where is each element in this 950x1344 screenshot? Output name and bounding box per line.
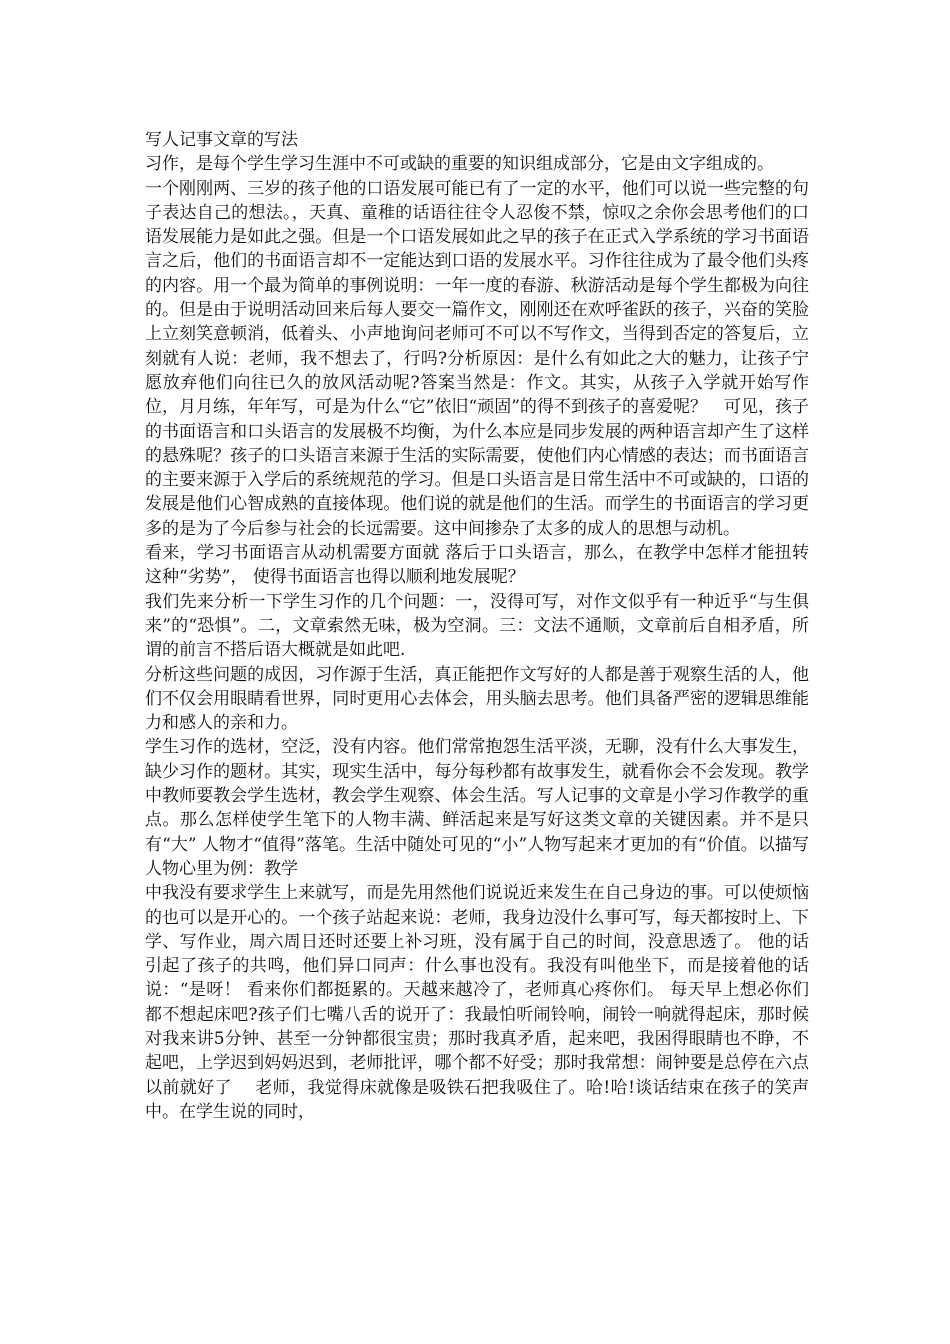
paragraph-material: 学生习作的选材，空泛，没有内容。他们常常抱怨生活平淡，无聊，没有什么大事发生，缺少习作的题材。其实，现实生活中，每分每秒都有故事发生，就看你会不会发现。教学中教师要教会学生选材，教会学生观察、体会生活。写人记事的文章是小学习作教学的重点。那么怎样使学生笔下的人物丰满、鲜活起来是写好这类文章的关键因素。并不是只有“大” 人物才“值得”落笔。生活中随处可见的“小”人物写起来才更加的有“价值。以描写人物心里为例：教学: [145, 737, 809, 879]
document-body: [145, 128, 809, 1124]
paragraph-oral-vs-written: 一个刚刚两、三岁的孩子他的口语发展可能已有了一定的水平，他们可以说一些完整的句子表达自己的想法。，天真、童稚的话语往往令人忍俊不禁，惊叹之余你会思考他们的口语发展能力是如此之强。但是一个口语发展如此之早的孩子在正式入学系统的学习书面语言之后，他们的书面语言却不一定能达到口语的发展水平。习作往往成为了最令他们头疼的内容。用一个最为简单的事例说明：一年一度的春游、秋游活动是每个学生都极为向往的。但是由于说明活动回来后每人要交一篇作文，刚刚还在欢呼雀跃的孩子，兴奋的笑脸上立刻笑意顿消，低着头、小声地询问老师可不可以不写作文，当得到否定的答复后，立刻就有人说：老师，我不想去了，行吗?分析原因：是什么有如此之大的魅力，让孩子宁愿放弃他们向往已久的放风活动呢?答案当然是：作文。其实，从孩子入学就开始写作位，月月练，年年写，可是为什么“它”依旧“顽固”的得不到孩子的喜爱呢？ 可见，孩子的书面语言和口头语言的发展极不均衡，为什么本应是同步发展的两种语言却产生了这样的悬殊呢？孩子的口头语言来源于生活的实际需要，使他们内心情感的表达；而书面语言的主要来源于入学后的系统规范的学习。但是口头语言是日常生活中不可或缺的，口语的发展是他们心智成熟的直接体现。他们说的就是他们的生活。而学生的书面语言的学习更多的是为了今后参与社会的长远需要。这中间掺杂了太多的成人的思想与动机。: [145, 178, 809, 539]
document-title: 写人记事文章的写法: [145, 130, 298, 150]
paragraph-problems: 我们先来分析一下学生习作的几个问题：一，没得可写，对作文似乎有一种近乎“与生俱来”的“恐惧”。二，文章索然无味，极为空洞。三：文法不通顺，文章前后自相矛盾，所谓的前言不搭后语大概就是如此吧.: [145, 591, 809, 661]
paragraph-classroom-example: 中我没有要求学生上来就写，而是先用然他们说说近来发生在自己身边的事。可以使烦恼的也可以是开心的。一个孩子站起来说：老师，我身边没什么事可写，每天都按时上、下学、写作业，周六周日还时还要上补习班，没有属于自己的时间，没意思透了。 他的话引起了孩子的共鸣，他们异口同声：什么事也没有。我没有叫他坐下，而是接着他的话说：“是呀！ 看来你们都挺累的。天越来越冷了，老师真心疼你们。 每天早上想必你们都不想起床吧?孩子们七嘴八舌的说开了：我最怕听闹铃响，闹铃一响就得起床，那时候对我来讲5分钟、甚至一分钟都很宝贵；那时我真矛盾，起来吧，我困得眼睛也不睁，不起吧，上学迟到妈妈迟到，老师批评，哪个都不好受；那时我常想：闹钟要是总停在六点以前就好了 老师，我觉得床就像是吸铁石把我吸住了。哈!哈!谈话结束在孩子的笑声中。在学生说的同时，: [145, 883, 809, 1122]
paragraph-causes: 分析这些问题的成因，习作源于生活，真正能把作文写好的人都是善于观察生活的人，他们不仅会用眼睛看世界，同时更用心去体会，用头脑去思考。他们具备严密的逻辑思维能力和感人的亲和力。: [145, 664, 809, 734]
paragraph-intro: 习作，是每个学生学习生涯中不可或缺的重要的知识组成部分，它是由文字组成的。: [145, 154, 774, 175]
paragraph-question: 看来，学习书面语言从动机需要方面就 落后于口头语言，那么，在教学中怎样才能扭转这种“劣势”， 使得书面语言也得以顺利地发展呢？: [145, 543, 809, 588]
